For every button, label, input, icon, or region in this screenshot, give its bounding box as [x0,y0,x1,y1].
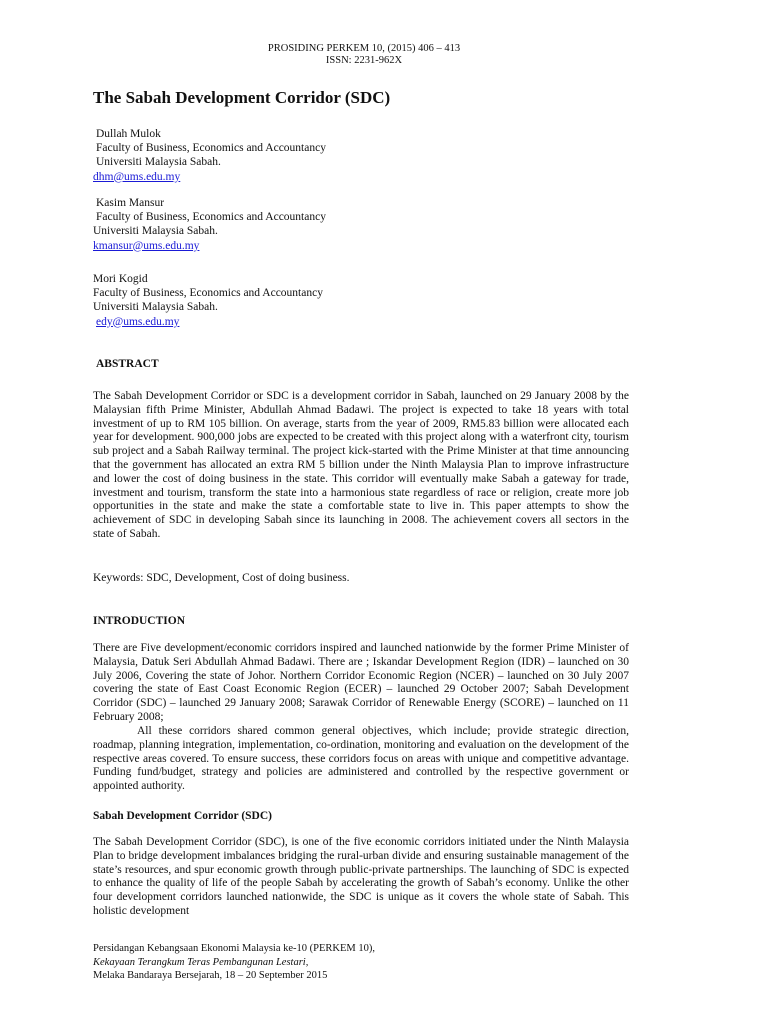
proceedings-citation: PROSIDING PERKEM 10, (2015) 406 – 413 [267,43,461,54]
abstract-heading: ABSTRACT [96,358,159,370]
introduction-paragraph-2 [93,725,629,794]
introduction-heading: INTRODUCTION [93,615,186,627]
author-email-link[interactable]: dhm@ums.edu.my [93,170,181,183]
footer-theme: Kekayaan Terangkum Teras Pembangunan Lestari, [93,956,309,968]
author-name: Mori Kogid [93,273,148,285]
author-faculty: Faculty of Business, Economics and Accountancy [96,142,326,155]
author-email-link[interactable]: kmansur@ums.edu.my [93,239,200,252]
introduction-paragraph-2-text: All these corridors shared common general objectives, which include; provide strategic direction, roadmap, planning integration, implementation, co-ordination, monitoring and evaluation on the development of the respective areas covered. To ensure success, these corridors focus on areas with unique and competitive advantage. Funding fund/budget, strategy and policies are administered and controlled by the respective government or appointed authority. [93,725,629,793]
author-name: Dullah Mulok [96,128,161,140]
author-email-link[interactable]: edy@ums.edu.my [96,315,180,328]
author-university: Universiti Malaysia Sabah. [93,301,218,314]
author-faculty: Faculty of Business, Economics and Accountancy [93,287,323,300]
author-block-3 [93,272,323,329]
author-block-2 [93,196,326,253]
author-block-1 [93,127,326,184]
footer-conference: Persidangan Kebangsaan Ekonomi Malaysia ke-10 (PERKEM 10), [93,943,375,954]
abstract-text: The Sabah Development Corridor or SDC is a development corridor in Sabah, launched on 29 January 2008 by the Malaysian fifth Prime Minister, Abdullah Ahmad Badawi. The project is expected to take 18 years with total investment of up to RM 105 billion. On average, starts from the year of 2009, RM5.83 billion were allocated each year for development. 900,000 jobs are expected to be created with this project along with a waterfront city, tourism sub project and a Sabah Railway terminal. The project kick-started with the Prime Minister at that time announcing that the government has allocated an extra RM 5 billion under the Ninth Malaysia Plan to improve infrastructure and lower the cost of doing business in the state. This corridor will eventually make Sabah a gateway for trade, investment and tourism, transform the state into a harmonious state regardless of race or religion, create more job opportunities in the state and make the state a comfortable state to live in. This paper attempts to show the achievement of SDC in developing Sabah since its launching in 2008. The achievement covers all sectors in the state of Sabah. [93,390,629,540]
paper-title: The Sabah Development Corridor (SDC) [93,88,391,107]
sdc-paragraph-1: The Sabah Development Corridor (SDC), is one of the five economic corridors initiated under the Ninth Malaysia Plan to bridge development imbalances bridging the rural-urban divide and ensuring sustainable management of the state’s resources, and spur economic growth through public-private partnerships. The launching of SDC is expected to enhance the quality of life of the people Sabah by accelerating the growth of Sabah’s economy. Unlike the other four development corridors launched nationwide, the SDC is unique as it covers the whole state of Sabah. This holistic development [93,836,629,917]
author-university: Universiti Malaysia Sabah. [93,225,218,238]
author-name: Kasim Mansur [96,197,165,209]
sdc-section-heading: Sabah Development Corridor (SDC) [93,810,272,822]
issn: ISSN: 2231-962X [325,55,403,66]
proceedings-header [0,43,728,67]
footer-venue: Melaka Bandaraya Bersejarah, 18 – 20 September 2015 [93,970,328,981]
page-footer [93,942,375,983]
author-university: Universiti Malaysia Sabah. [96,156,221,169]
keywords: Keywords: SDC, Development, Cost of doing business. [93,572,350,584]
author-faculty: Faculty of Business, Economics and Accountancy [96,211,326,224]
introduction-paragraph-1: There are Five development/economic corridors inspired and launched nationwide by the former Prime Minister of Malaysia, Datuk Seri Abdullah Ahmad Badawi. There are ; Iskandar Development Region (IDR) – launched on 30 July 2006, Covering the state of Johor. Northern Corridor Economic Region (NCER) – launched on 30 July 2007 covering the state of East Coast Economic Region (ECER) – launched 29 October 2007; Sabah Development Corridor (SDC) – launched 29 January 2008; Sarawak Corridor of Renewable Energy (SCORE) – launched on 11 February 2008; [93,642,629,723]
